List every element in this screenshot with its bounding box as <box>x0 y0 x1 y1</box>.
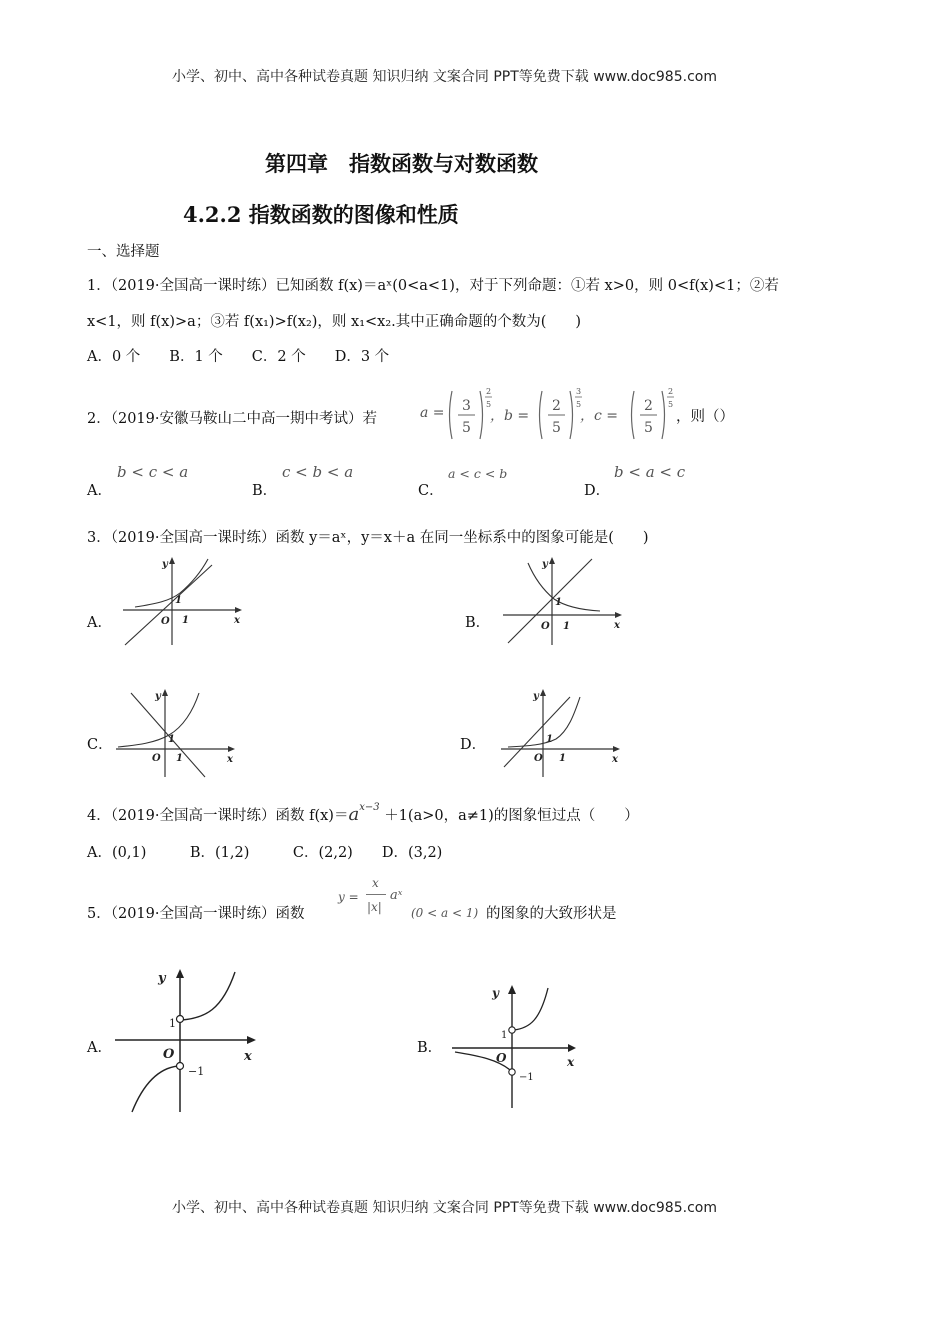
q5-label-b: B． <box>417 1040 443 1056</box>
q3c-y-one: 1 <box>168 734 175 745</box>
q3a-line <box>125 565 212 645</box>
q5b-x-label: x <box>567 1055 575 1069</box>
q5a-left-branch <box>132 1066 178 1112</box>
q2-opt-c: a < c < b <box>448 466 508 481</box>
q4-options: A．(0,1) B．(1,2) C．(2,2) D．(3,2) <box>87 845 443 861</box>
q2-formula <box>420 375 734 445</box>
q3a-origin: O <box>161 616 170 627</box>
q2-c-den: 5 <box>644 420 653 436</box>
q2-b-exp-den: 5 <box>576 400 582 409</box>
q5a-one: 1 <box>169 1017 176 1030</box>
q5b-right-branch <box>514 988 548 1030</box>
q2-opt-c-label: C． <box>418 483 444 499</box>
q2-prefix: 2．（2019·安徽马鞍山二中高一期中考试）若 <box>87 411 377 427</box>
q3-graph-d <box>498 687 623 779</box>
q3-graph-b <box>500 555 625 647</box>
q2-c-label: ，c = <box>580 408 619 424</box>
q2-c-exp-den: 5 <box>668 400 674 409</box>
q5-graph-b <box>440 980 590 1110</box>
q1-line2: x<1，则 f(x)>a；③若 f(x₁)>f(x₂)，则 x₁<x₂.其中正确命题的个数为( ) <box>87 314 582 330</box>
q5a-origin: O <box>163 1047 175 1062</box>
q3b-origin: O <box>541 621 550 632</box>
q5-label-a: A． <box>87 1040 112 1056</box>
q3c-x-one: 1 <box>176 753 183 764</box>
q3a-x-label: x <box>234 615 240 626</box>
q3-graph-c <box>113 687 238 779</box>
q5-condition: (0 < a < 1) <box>411 906 479 920</box>
q1-options: A．0 个 B．1 个 C．2 个 D．3 个 <box>87 349 390 365</box>
q3c-x-label: x <box>227 754 233 765</box>
q5-frac-num: x <box>372 876 379 890</box>
q3b-y-label: y <box>542 559 548 570</box>
q3-label-b: B． <box>465 615 491 631</box>
q4-base: a <box>348 804 360 825</box>
q3b-x-label: x <box>614 620 620 631</box>
q1-line1: 1．（2019·全国高一课时练）已知函数 f(x)＝aˣ(0<a<1)，对于下列命题：①若 x>0，则 0<f(x)<1；②若 <box>87 278 779 294</box>
q5b-neg-one: −1 <box>519 1072 534 1083</box>
q5-frac-den: |x| <box>367 900 382 914</box>
q3-graph-a <box>120 555 245 647</box>
q3b-line <box>508 559 592 643</box>
q2-opt-a-label: A． <box>87 483 112 499</box>
q4-exponent: x−3 <box>359 802 380 814</box>
q5a-neg-one: −1 <box>188 1065 205 1078</box>
q2-a-label: a = <box>420 405 445 421</box>
q3d-y-label: y <box>533 691 539 702</box>
q2-suffix: ，则（） <box>676 409 734 425</box>
q5-formula <box>338 872 488 932</box>
q4-suffix: ＋1(a>0，a≠1)的图象恒过点（ ） <box>384 808 639 824</box>
q5-power: aˣ <box>390 888 403 903</box>
q2-opt-b: c < b < a <box>282 463 354 481</box>
section-title: 4.2.2 指数函数的图像和性质 <box>183 202 459 227</box>
q5b-one: 1 <box>501 1030 508 1041</box>
q4-prefix: 4．（2019·全国高一课时练）函数 f(x)＝ <box>87 808 349 824</box>
q3c-origin: O <box>152 753 161 764</box>
q5a-right-branch <box>182 972 235 1020</box>
q3b-y-one: 1 <box>555 597 562 608</box>
q5a-y-label: y <box>158 971 166 986</box>
q3d-x-label: x <box>612 754 618 765</box>
q2-c-exp-num: 2 <box>668 387 674 396</box>
q2-opt-d: b < a < c <box>614 463 686 481</box>
q2-b-label: ，b = <box>490 408 530 424</box>
q3-text: 3．（2019·全国高一课时练）函数 y＝aˣ，y＝x＋a 在同一坐标系中的图象可能是( ) <box>87 530 649 546</box>
q2-a-exp-den: 5 <box>486 400 492 409</box>
q2-a-exp-num: 2 <box>486 387 492 396</box>
q3d-x-one: 1 <box>559 753 566 764</box>
q5b-y-label: y <box>492 986 499 1000</box>
q5-y-eq: y = <box>338 890 359 904</box>
q2-b-num: 2 <box>552 398 561 414</box>
chapter-title: 第四章 指数函数与对数函数 <box>265 151 538 176</box>
q5-graph-a <box>110 962 275 1117</box>
q5-frac-bar <box>366 894 386 895</box>
q3d-origin: O <box>534 753 543 764</box>
q5-prefix: 5．（2019·全国高一课时练）函数 <box>87 906 305 922</box>
q2-opt-d-label: D． <box>584 483 611 499</box>
q3a-x-one: 1 <box>182 615 189 626</box>
q3c-y-label: y <box>155 691 161 702</box>
q2-c-num: 2 <box>644 398 653 414</box>
q4-line <box>87 804 639 825</box>
q2-b-exp-num: 3 <box>576 387 582 396</box>
q3d-exp-curve <box>508 697 580 747</box>
q3-label-a: A． <box>87 615 112 631</box>
q3a-y-one: 1 <box>175 595 182 606</box>
q2-opt-a: b < c < a <box>117 463 189 481</box>
q3-label-c: C． <box>87 737 113 753</box>
q2-b-den: 5 <box>552 420 561 436</box>
q5b-origin: O <box>496 1051 507 1065</box>
q3b-x-one: 1 <box>563 621 570 632</box>
q2-a-den: 5 <box>462 420 471 436</box>
page-footer: 小学、初中、高中各种试卷真题 知识归纳 文案合同 PPT等免费下载 www.doc985.com <box>172 1200 717 1216</box>
q3d-y-one: 1 <box>546 734 553 745</box>
q3a-y-label: y <box>162 559 168 570</box>
q2-opt-b-label: B． <box>252 483 278 499</box>
q5-suffix: 的图象的大致形状是 <box>486 906 617 922</box>
q2-a-num: 3 <box>462 398 471 414</box>
part-heading: 一、选择题 <box>87 244 160 260</box>
page-header: 小学、初中、高中各种试卷真题 知识归纳 文案合同 PPT等免费下载 www.doc985.com <box>172 69 717 85</box>
q5a-x-label: x <box>244 1049 252 1064</box>
q3-label-d: D． <box>460 737 487 753</box>
